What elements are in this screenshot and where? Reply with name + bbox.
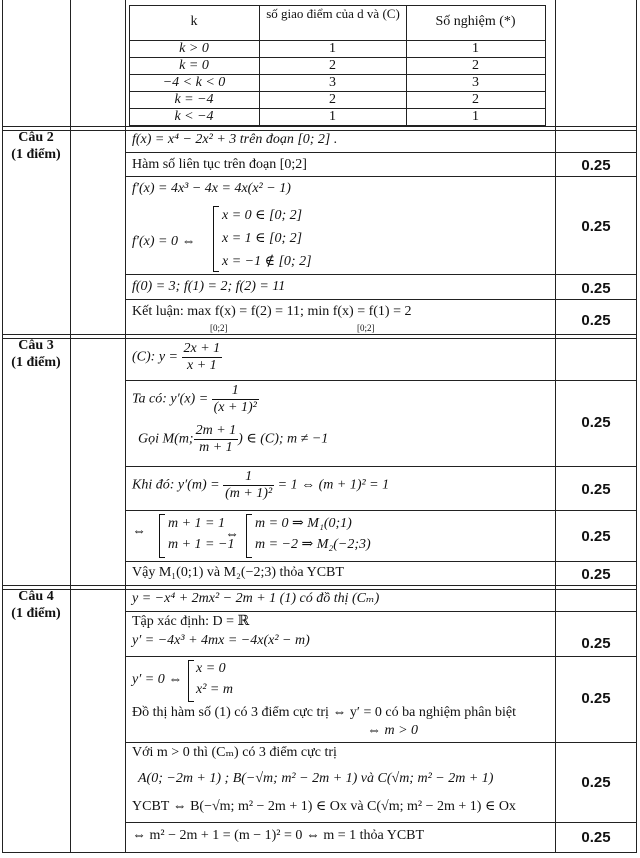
section-divider-q2 (2, 126, 637, 131)
q4-label: Câu 4 (18, 589, 54, 604)
q4-line-domain: Tập xác định: D = ℝ (132, 614, 250, 629)
k-row-3-k: −4 < k < 0 (162, 75, 226, 90)
q2-score-3: 0.25 (581, 280, 611, 297)
q3-score-3: 0.25 (581, 528, 611, 545)
q4-prompt: y = −x⁴ + 2mx² − 2m + 1 (1) có đồ thị (Cₘ) (132, 591, 380, 606)
q4-line-roots-left: y′ = 0 ⇔ (132, 672, 183, 687)
k-row-5-count: 1 (329, 109, 336, 124)
q3-solve-a1: m + 1 = 1 (168, 516, 226, 531)
k-row-4-k: k = −4 (174, 92, 214, 107)
frame-bottom (2, 852, 637, 853)
q4-roots-bracket (188, 660, 194, 702)
q4-line-points: A(0; −2m + 1) ; B(−√m; m² − 2m + 1) và C(√m; m² − 2m + 1) (138, 771, 494, 786)
k-row-2-count: 2 (329, 58, 336, 73)
q2-root-3: x = −1 ∉ [0; 2] (222, 254, 312, 269)
q3-line-derivative: Ta có: y′(x) = $\frac{1}{\text{(x + 1)²}}$ (132, 383, 257, 416)
k-row-1-sol: 1 (472, 41, 479, 56)
q3-line-point: Gọi M(m; $\frac{2m + 1}{m + 1}$ ) ∈ (C); m ≠ −1 (138, 423, 329, 456)
q3-points: (1 điểm) (11, 355, 61, 370)
q4-line-extrema: Với m > 0 thì (Cₘ) có 3 điểm cực trị (132, 745, 337, 760)
q2-line-continuity: Hàm số liên tục trên đoạn [0;2] (132, 157, 307, 172)
q2-max-subscript: [0;2] (210, 323, 228, 333)
q2-score-2: 0.25 (581, 218, 611, 235)
k-row-5-sol: 1 (472, 109, 479, 124)
q3-solve-bracket-a (159, 514, 165, 558)
q2-line-conclusion: Kết luận: max f(x) = f(2) = 11; min f(x) = f(1) = 2 (132, 304, 412, 319)
section-divider-q3 (2, 334, 637, 339)
q3-solve-bracket-b (246, 514, 252, 558)
k-row-5-k: k < −4 (174, 109, 214, 124)
q2-line-values: f(0) = 3; f(1) = 2; f(2) = 11 (132, 279, 286, 294)
k-table-header-k: k (190, 14, 198, 29)
q4-line-final: ⇔ m² − 2m + 1 = (m − 1)² = 0 ⇔ m = 1 thỏa YCBT (132, 828, 425, 843)
q4-root-2: x² = m (196, 682, 233, 697)
section-divider-q4 (2, 585, 637, 590)
q2-min-subscript: [0;2] (357, 323, 375, 333)
q4-line-condition: Đồ thị hàm số (1) có 3 điểm cực trị ⇔ y′ = 0 có ba nghiệm phân biệt (132, 705, 517, 720)
k-row-1-count: 1 (329, 41, 336, 56)
q2-points: (1 điểm) (11, 147, 61, 162)
q2-roots-bracket (213, 206, 219, 272)
q2-root-2: x = 1 ∈ [0; 2] (222, 231, 303, 246)
q3-label: Câu 3 (18, 338, 54, 353)
k-row-3-count: 3 (329, 75, 336, 90)
q4-score-3: 0.25 (581, 774, 611, 791)
q2-line-roots-left: f′(x) = 0 ⇔ (132, 234, 196, 249)
q3-score-2: 0.25 (581, 481, 611, 498)
q4-score-4: 0.25 (581, 829, 611, 846)
q4-points: (1 điểm) (11, 606, 61, 621)
k-row-2-sol: 2 (472, 58, 479, 73)
q4-line-requirement: YCBT ⇔ B(−√m; m² − 2m + 1) ∈ Ox và C(√m; m² − 2m + 1) ∈ Ox (132, 799, 516, 814)
q3-score-4: 0.25 (581, 566, 611, 583)
q2-line-derivative: f′(x) = 4x³ − 4x = 4x(x² − 1) (132, 181, 291, 196)
q3-solve-b1: m = 0 ⇒ M₁(0;1) (255, 516, 352, 531)
q3-solve-arrow: ⇔ (132, 524, 146, 539)
q4-line-derivative: y′ = −4x³ + 4mx = −4x(x² − m) (132, 633, 310, 648)
q4-root-1: x = 0 (196, 661, 226, 676)
q3-score-1: 0.25 (581, 414, 611, 431)
q4-line-m-positive: ⇔ m > 0 (367, 723, 419, 738)
q2-score-1: 0.25 (581, 157, 611, 174)
k-row-4-count: 2 (329, 92, 336, 107)
q3-solve-b2: m = −2 ⇒ M₂(−2;3) (255, 537, 371, 552)
q2-prompt: f(x) = x⁴ − 2x² + 3 trên đoạn [0; 2] . (132, 132, 338, 147)
q3-solve-mid-arrow: ⇔ (225, 527, 239, 542)
q3-line-tangent: Khi đó: y′(m) = $\frac{1}{\text{(m + 1)²}}$ = 1 ⇔ (m + 1)² = 1 (132, 469, 390, 502)
q3-solve-a2: m + 1 = −1 (168, 537, 235, 552)
k-row-1-k: k > 0 (179, 41, 209, 56)
k-table-header-solutions: Số nghiệm (*) (435, 14, 516, 29)
k-row-3-sol: 3 (472, 75, 479, 90)
q4-score-2: 0.25 (581, 690, 611, 707)
q3-prompt: (C): y = $\frac{2x + 1}{x + 1}$ (132, 341, 221, 374)
q3-line-conclusion: Vậy M₁(0;1) và M₂(−2;3) thỏa YCBT (132, 565, 344, 580)
k-table-header-intersections: số giao điểm của d và (C) (266, 6, 400, 21)
k-row-2-k: k = 0 (179, 58, 209, 73)
q2-label: Câu 2 (18, 130, 54, 145)
k-row-4-sol: 2 (472, 92, 479, 107)
q4-score-1: 0.25 (581, 635, 611, 652)
q2-score-4: 0.25 (581, 312, 611, 329)
q2-root-1: x = 0 ∈ [0; 2] (222, 208, 303, 223)
